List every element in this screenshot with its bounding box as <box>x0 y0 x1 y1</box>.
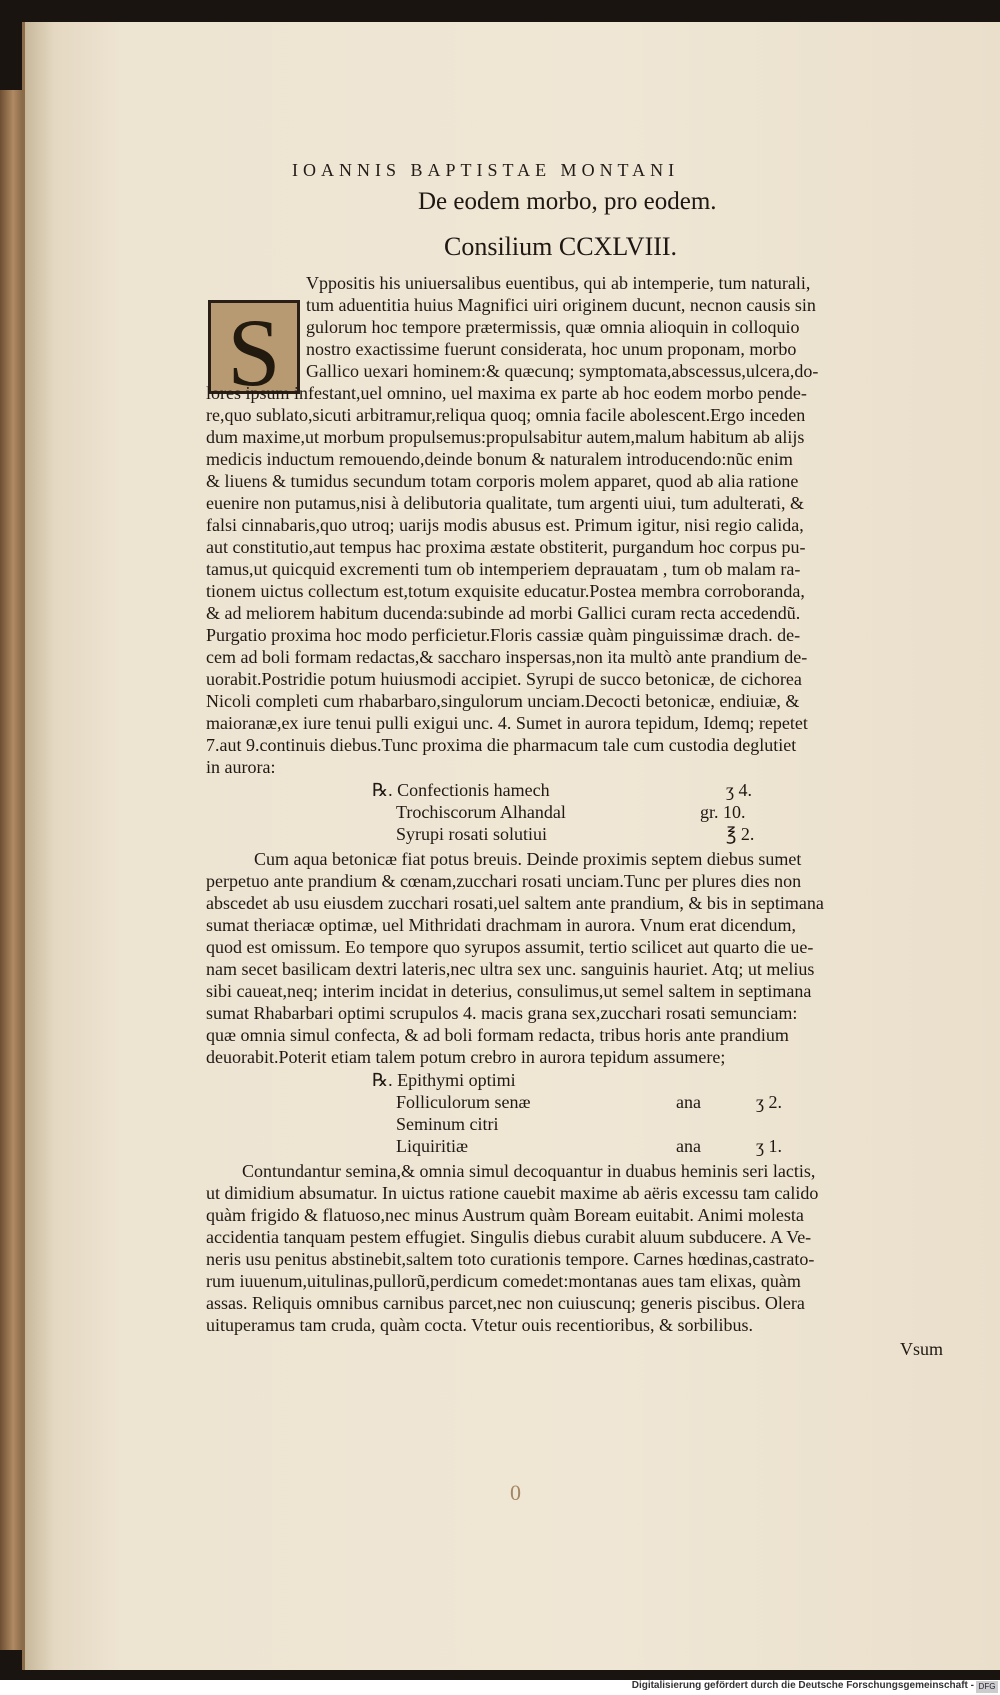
text-line: quod est omissum. Eo tempore quo syrupos assumit, tertio scilicet aut quarto die ue- <box>206 937 814 957</box>
recipe-quantity: gr. 10. <box>700 802 746 822</box>
text-line: Gallico uexari hominem:& quæcunq; symptomata,abscessus,ulcera,do- <box>306 361 819 381</box>
decorated-initial <box>208 299 300 406</box>
text-line: & ad meliorem habitum ducenda:subinde ad morbi Gallici curam recta accedendũ. <box>206 603 801 623</box>
text-line: Cum aqua betonicæ fiat potus breuis. Deinde proximis septem diebus sumet <box>254 849 802 869</box>
text-line: aut constitutio,aut tempus hac proxima æstate obstiterit, purgandum hoc corpus pu- <box>206 537 806 557</box>
recipe-ana: ana <box>676 1136 701 1156</box>
text-line: assas. Reliquis omnibus carnibus parcet,nec non cuiuscunq; generis piscibus. Olera <box>206 1293 805 1313</box>
text-line: tamus,ut quicquid excrementi tum ob intemperiem deprauatam , tum ob malam ra- <box>206 559 801 579</box>
text-line: tionem uictus collectum est,totum exquisite educatur.Postea membra corroboranda, <box>206 581 805 601</box>
footer-credit: Digitalisierung gefördert durch die Deutsche Forschungsgemeinschaft - <box>631 1680 974 1691</box>
text-line: neris usu penitus abstinebit,saltem toto curationis tempore. Carnes hœdinas,castrato- <box>206 1249 815 1269</box>
recipe-ingredient: Seminum citri <box>396 1114 499 1134</box>
text-line: rum iuuenum,uitulinas,pullorũ,perdicum comedet:montanas aues tam elixas, quàm <box>206 1271 801 1291</box>
book-spine <box>0 90 22 1650</box>
text-line: maioranæ,ex iure tenui pulli exigui unc. 4. Sumet in aurora tepidum, Idemq; repetet <box>206 713 808 733</box>
text-line: gulorum hoc tempore prætermissis, quæ omnia alioquin in colloquio <box>306 317 800 337</box>
text-line: ut dimidium absumatur. In uictus ratione cauebit maxime ab aëris excessu tam calido <box>206 1183 819 1203</box>
text-line: in aurora: <box>206 757 276 777</box>
text-line: quàm frigido & flatuoso,nec minus Austrum quàm Boream euitabit. Animi molesta <box>206 1205 804 1225</box>
text-line: & liuens & tumidus secundum totam corporis molem apparet, quod ab alia ratione <box>206 471 799 491</box>
text-line: falsi cinnabaris,quo utroq; uarijs modis abusus est. Primum igitur, nisi regio calida, <box>206 515 804 535</box>
text-line: uituperamus tam cruda, quàm cocta. Vtetur ouis recentioribus, & sorbilibus. <box>206 1315 754 1335</box>
consilium-title: Consilium CCXLVIII. <box>444 232 678 261</box>
text-line: Contundantur semina,& omnia simul decoquantur in duabus heminis seri lactis, <box>242 1161 816 1181</box>
text-line: accidentia tanquam pestem effugiet. Singulis diebus curabit aluum subducere. A Ve- <box>206 1227 812 1247</box>
text-line: dum maxime,ut morbum propulsemus:propulsabitur autem,malum habitum ab alijs <box>206 427 805 447</box>
text-line: deuorabit.Poterit etiam talem potum crebro in aurora tepidum assumere; <box>206 1047 726 1067</box>
recipe-ana: ana <box>676 1092 701 1112</box>
catchword: Vsum <box>900 1339 944 1359</box>
text-line: medicis inductum remouendo,deinde bonum & naturalem introducendo:nũc enim <box>206 449 793 469</box>
text-line: euenire non putamus,nisi à delibutoria qualitate, tum argenti uiui, tum adulterati, & <box>206 493 805 513</box>
chapter-title: De eodem morbo, pro eodem. <box>418 188 717 215</box>
text-line: re,quo sublato,sicuti arbitramur,reliqua quoq; omnia facile abolescent.Ergo inceden <box>206 405 806 425</box>
recipe-quantity: ʒ 4. <box>726 780 752 800</box>
running-head: IOANNIS BAPTISTAE MONTANI <box>292 160 680 180</box>
recipe-ingredient: Liquiritiæ <box>396 1136 468 1156</box>
paper-page <box>22 22 1000 1670</box>
text-line: Nicoli completi cum rhabarbaro,singulorum unciam.Decocti betonicæ, endiuiæ, & <box>206 691 800 711</box>
recipe-ingredient: ℞. Epithymi optimi <box>372 1070 516 1090</box>
text-line: sibi caueat,neq; interim incidat in deterius, consulimus,ut semel saltem in septimana <box>206 981 812 1001</box>
text-line: sumat Rhabarbari optimi scrupulos 4. macis grana sex,zucchari rosati semunciam: <box>206 1003 798 1023</box>
text-line: Vppositis his uniuersalibus euentibus, qui ab intemperie, tum naturali, <box>306 273 811 293</box>
recipe-ingredient: Syrupi rosati solutiui <box>396 824 548 844</box>
text-line: 7.aut 9.continuis diebus.Tunc proxima die pharmacum tale cum custodia deglutiet <box>206 735 797 755</box>
text-line: cem ad boli formam redactas,& saccharo inspersas,non ita multò ante prandium de- <box>206 647 808 667</box>
text-line: sumat theriacæ optimæ, uel Mithridati drachmam in aurora. Vnum erat dicendum, <box>206 915 797 935</box>
text-line: abscedet ab usu eiusdem zucchari rosati,uel saltem ante prandium, & bis in septimana <box>206 893 824 913</box>
text-line: uorabit.Postridie potum huiusmodi accipiet. Syrupi de succo betonicæ, de cichorea <box>206 669 802 689</box>
footer-bar <box>0 1680 1000 1695</box>
text-line: perpetuo ante prandium & cœnam,zucchari rosati unciam.Tunc per plures dies non <box>206 871 802 891</box>
text-line: quæ omnia simul confecta, & ad boli formam redacta, tribus horis ante prandium <box>206 1025 789 1045</box>
text-line: nostro exactissime fuerunt considerata, hoc unum proponam, morbo <box>306 339 797 359</box>
text-line: Purgatio proxima hoc modo perficietur.Floris cassiæ quàm pinguissimæ drach. de- <box>206 625 801 645</box>
folio-mark: 0 <box>510 1480 521 1505</box>
initial-letter: S <box>227 299 281 406</box>
text-line: nam secet basilicam dextri lateris,nec ultra sex unc. sanguinis hauriet. Atq; ut melius <box>206 959 815 979</box>
text-line: tum aduentitia huius Magnifici uiri originem ducunt, necnon causis sin <box>306 295 816 315</box>
text-line: lores ipsum infestant,uel omnino, uel maxima ex parte ab hoc eodem morbo pende- <box>206 383 807 403</box>
recipe-ingredient: Folliculorum senæ <box>396 1092 531 1112</box>
recipe-quantity: ʒ 1. <box>756 1136 782 1156</box>
recipe-quantity: ℥ 2. <box>726 824 755 844</box>
dfg-logo: DFG <box>976 1681 998 1693</box>
recipe-ingredient: ℞. Confectionis hamech <box>372 780 550 800</box>
recipe-quantity: ʒ 2. <box>756 1092 782 1112</box>
recipe-ingredient: Trochiscorum Alhandal <box>396 802 566 822</box>
